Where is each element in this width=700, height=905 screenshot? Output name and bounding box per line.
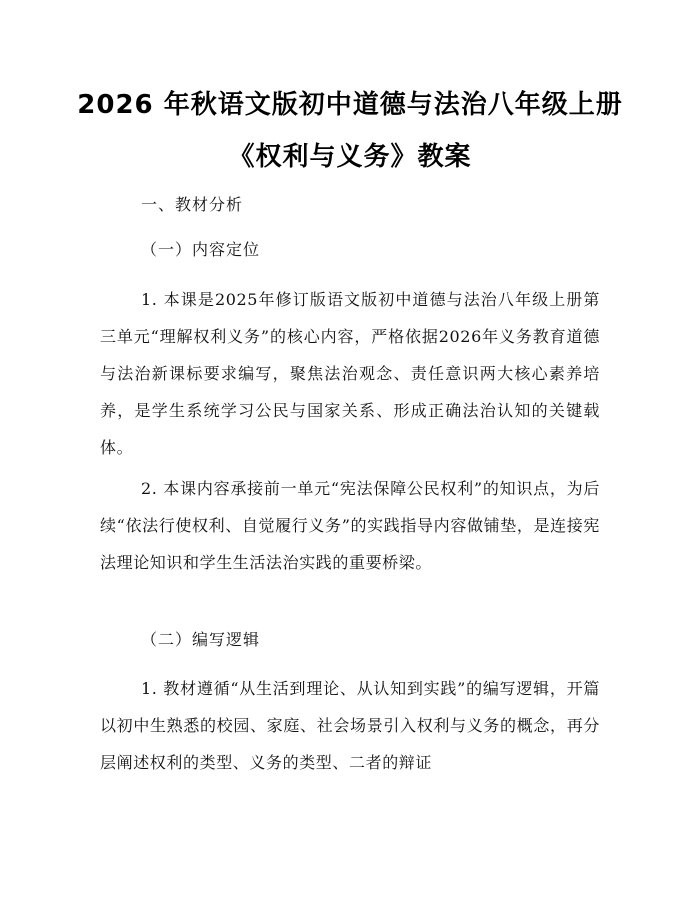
- document-title-line-1: 2026 年秋语文版初中道德与法治八年级上册: [77, 90, 623, 120]
- section-heading-textbook-analysis: 一、教材分析: [141, 195, 244, 214]
- paragraph-3: 1. 教材遵循“从生活到理论、从认知到实践”的编写逻辑，开篇以初中生熟悉的校园、家庭、社会场景引入权利与义务的概念，再分层阐述权利的类型、义务的类型、二者的辩证: [100, 679, 600, 772]
- subsection-heading-content-positioning: （一）内容定位: [141, 240, 261, 259]
- subsection-heading-writing-logic: （二）编写逻辑: [141, 630, 261, 649]
- paragraph-1: 1. 本课是2025年修订版语文版初中道德与法治八年级上册第三单元“理解权利义务”的核心内容，严格依据2026年义务教育道德与法治新课标要求编写，聚焦法治观念、责任意识两大核心素养培养，是学生系统学习公民与国家关系、形成正确法治认知的关键载体。: [100, 290, 600, 457]
- paragraph-2: 2. 本课内容承接前一单元“宪法保障公民权利”的知识点，为后续“依法行使权利、自觉履行义务”的实践指导内容做铺垫，是连接宪法理论知识和学生生活法治实践的重要桥梁。: [100, 479, 600, 572]
- document-title-line-2: 《权利与义务》教案: [228, 142, 472, 172]
